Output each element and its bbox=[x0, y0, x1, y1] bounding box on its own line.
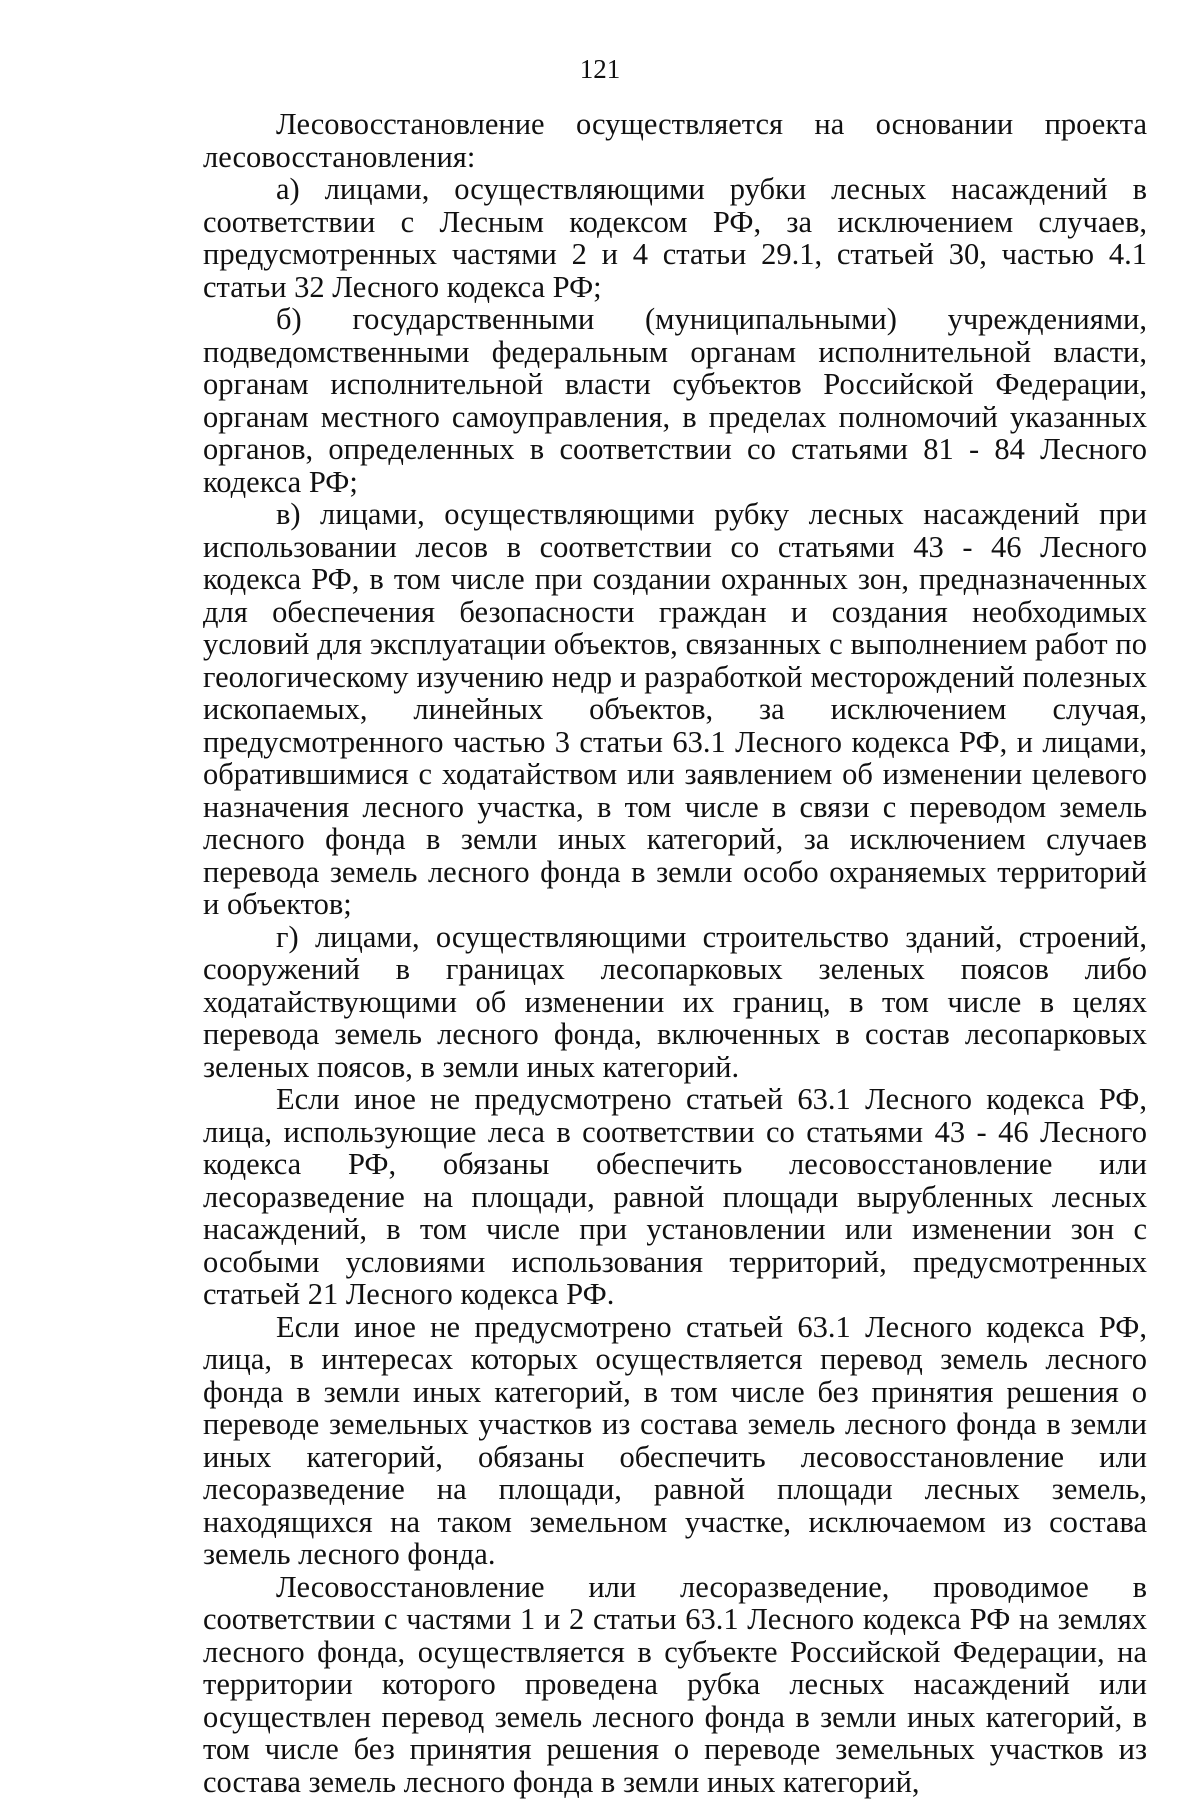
paragraph-intro: Лесовосстановление осуществляется на основании проекта лесовосстановления: bbox=[203, 107, 1147, 174]
paragraph-item-a: а) лицами, осуществляющими рубки лесных насаждений в соответствии с Лесным кодексом РФ, за исключением случаев, предусмотренных частями 2 и 4 статьи 29.1, статьей 30, частью 4.1 статьи 32 Лесного кодекса РФ; bbox=[203, 172, 1147, 304]
paragraph-land-transfer: Если иное не предусмотрено статьей 63.1 Лесного кодекса РФ, лица, в интересах которых осуществляется перевод земель лесного фонда в земли иных категорий, в том числе без принятия решения о переводе земельных участков из состава земель лесного фонда в земли иных категорий, обязаны обеспечить лесовосстановление или лесоразведение на площади, равной площади лесных земель, находящихся на таком земельном участке, исключаемом из состава земель лесного фонда. bbox=[203, 1309, 1147, 1571]
paragraph-item-v: в) лицами, осуществляющими рубку лесных насаждений при использовании лесов в соответствии со статьями 43 - 46 Лесного кодекса РФ, в том числе при создании охранных зон, предназначенных для обеспечения безопасности граждан и создания необходимых условий для эксплуатации объектов, связанных с выполнением работ по геологическому изучению недр и разработкой месторождений полезных ископаемых, линейных объектов, за исключением случая, предусмотренного частью 3 статьи 63.1 Лесного кодекса РФ, и лицами, обратившимися с ходатайством или заявлением об изменении целевого назначения лесного участка, в том числе в связи с переводом земель лесного фонда в земли иных категорий, за исключением случаев перевода земель лесного фонда в земли особо охраняемых территорий и объектов; bbox=[203, 497, 1147, 921]
paragraph-item-b: б) государственными (муниципальными) учреждениями, подведомственными федеральным органам исполнительной власти, органам исполнительной власти субъектов Российской Федерации, органам местного самоуправления, в пределах полномочий указанных органов, определенных в соответствии со статьями 81 - 84 Лесного кодекса РФ; bbox=[203, 302, 1147, 499]
paragraph-article-43-46: Если иное не предусмотрено статьей 63.1 Лесного кодекса РФ, лица, использующие леса в соответствии со статьями 43 - 46 Лесного кодекса РФ, обязаны обеспечить лесовосстановление или лесоразведение на площади, равной площади вырубленных лесных насаждений, в том числе при установлении или изменении зон с особыми условиями использования территорий, предусмотренных статьей 21 Лесного кодекса РФ. bbox=[203, 1082, 1147, 1311]
paragraph-reforestation-location: Лесовосстановление или лесоразведение, проводимое в соответствии с частями 1 и 2 статьи 63.1 Лесного кодекса РФ на землях лесного фонда, осуществляется в субъекте Российской Федерации, на территории которого проведена рубка лесных насаждений или осуществлен перевод земель лесного фонда в земли иных категорий, в том числе без принятия решения о переводе земельных участков из состава земель лесного фонда в земли иных категорий, bbox=[203, 1569, 1147, 1799]
paragraph-item-g: г) лицами, осуществляющими строительство зданий, строений, сооружений в границах лесопарковых зеленых поясов либо ходатайствующими об изменении их границ, в том числе в целях перевода земель лесного фонда, включенных в состав лесопарковых зеленых поясов, в земли иных категорий. bbox=[203, 919, 1147, 1084]
page-number: 121 bbox=[579, 54, 621, 84]
body-text bbox=[203, 108, 1147, 1798]
